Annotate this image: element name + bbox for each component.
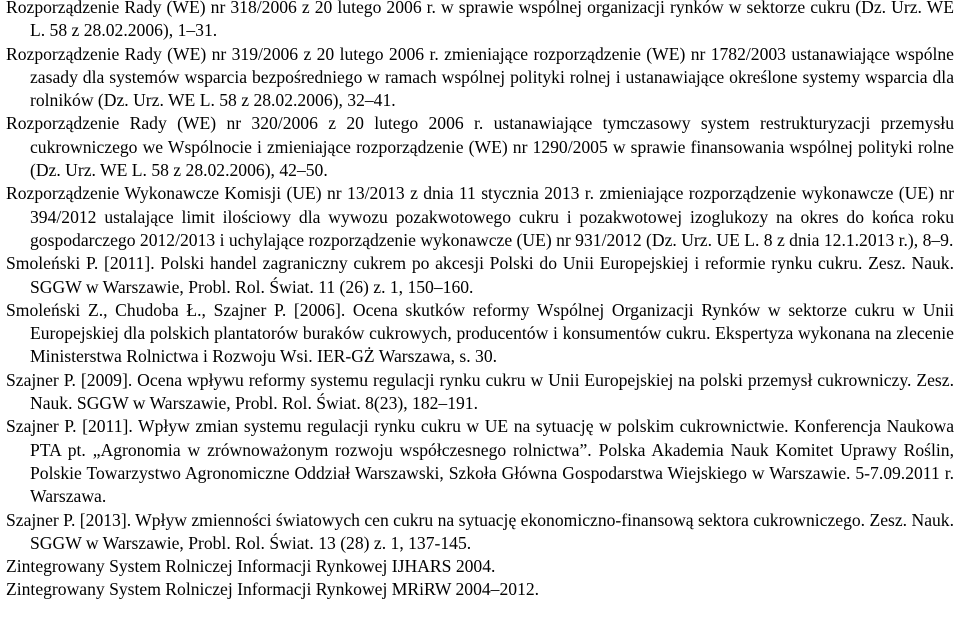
reference-entry: Rozporządzenie Wykonawcze Komisji (UE) nr 13/2013 z dnia 11 stycznia 2013 r. zmieniające rozporządzenie wykonawcze (UE) nr 394/2012 ustalające limit ilościowy dla wywozu pozakwotowego cukru i pozakwotowej izoglukozy na okres do końca roku gospodarczego 2012/2013 i uchylające rozporządzenie wykonawcze (UE) nr 931/2012 (Dz. Urz. UE L. 8 z dnia 12.1.2013 r.), 8–9. (6, 183, 954, 250)
reference-entry: Szajner P. [2011]. Wpływ zmian systemu regulacji rynku cukru w UE na sytuację w polskim cukrownictwie. Konferencja Naukowa PTA pt. „Agronomia w zrównoważonym rozwoju współczesnego rolnictwa”. Polska Akademia Nauk Komitet Uprawy Roślin, Polskie Towarzystwo Agronomiczne Oddział Warszawski, Szkoła Główna Gospodarstwa Wiejskiego w Warszawie. 5-7.09.2011 r. Warszawa. (6, 416, 954, 507)
reference-entry: Rozporządzenie Rady (WE) nr 318/2006 z 20 lutego 2006 r. w sprawie wspólnej organizacji rynków w sektorze cukru (Dz. Urz. WE L. 58 z 28.02.2006), 1–31. (6, 0, 954, 41)
reference-entry: Smoleński Z., Chudoba Ł., Szajner P. [2006]. Ocena skutków reformy Wspólnej Organizacji Rynków w sektorze cukru w Unii Europejskiej dla polskich plantatorów buraków cukrowych, producentów i konsumentów cukru. Ekspertyza wykonana na zlecenie Ministerstwa Rolnictwa i Rozwoju Wsi. IER-GŻ Warszawa, s. 30. (6, 299, 954, 367)
reference-entry: Rozporządzenie Rady (WE) nr 320/2006 z 20 lutego 2006 r. ustanawiające tymczasowy system restrukturyzacji przemysłu cukrowniczego we Wspólnocie i zmieniające rozporządzenie (WE) nr 1290/2005 w sprawie finansowania wspólnej polityki rolne (Dz. Urz. WE L. 58 z 28.02.2006), 42–50. (6, 113, 954, 181)
reference-entry: Szajner P. [2013]. Wpływ zmienności światowych cen cukru na sytuację ekonomiczno-finansową sektora cukrowniczego. Zesz. Nauk. SGGW w Warszawie, Probl. Rol. Świat. 13 (28) z. 1, 137-145. (6, 509, 954, 553)
reference-list (6, 0, 954, 602)
reference-entry: Zintegrowany System Rolniczej Informacji Rynkowej IJHARS 2004. (6, 556, 496, 577)
reference-entry: Smoleński P. [2011]. Polski handel zagraniczny cukrem po akcesji Polski do Unii Europejskiej i reformie rynku cukru. Zesz. Nauk. SGGW w Warszawie, Probl. Rol. Świat. 11 (26) z. 1, 150–160. (6, 253, 954, 297)
reference-entry: Szajner P. [2009]. Ocena wpływu reformy systemu regulacji rynku cukru w Unii Europejskiej na polski przemysł cukrowniczy. Zesz. Nauk. SGGW w Warszawie, Probl. Rol. Świat. 8(23), 182–191. (6, 369, 954, 414)
reference-entry: Zintegrowany System Rolniczej Informacji Rynkowej MRiRW 2004–2012. (6, 579, 540, 600)
reference-entry: Rozporządzenie Rady (WE) nr 319/2006 z 20 lutego 2006 r. zmieniające rozporządzenie (WE) nr 1782/2003 ustanawiające wspólne zasady dla systemów wsparcia bezpośredniego w ramach wspólnej polityki rolnej i ustanawiające określone systemy wsparcia dla rolników (Dz. Urz. WE L. 58 z 28.02.2006), 32–41. (6, 43, 954, 111)
